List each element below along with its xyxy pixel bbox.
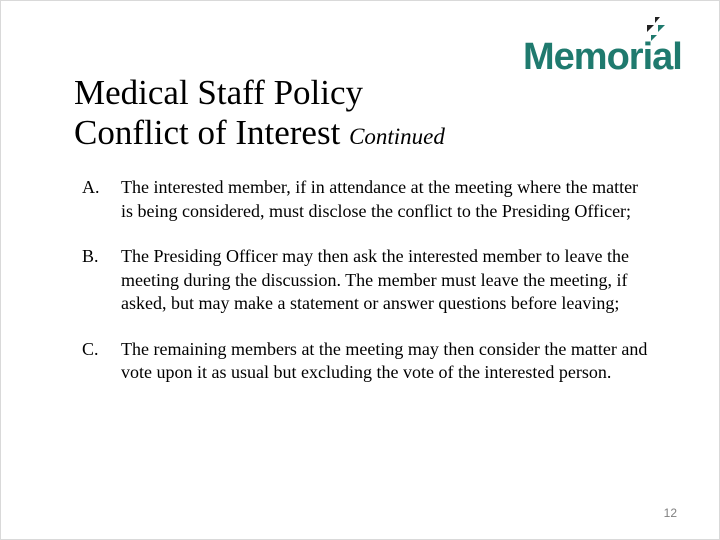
item-text: The Presiding Officer may then ask the interested member to leave the meeting during the discussion. The member must leave the meeting, if asked, but may make a statement or answer questions before leaving;	[121, 246, 629, 313]
policy-item-c	[82, 338, 652, 385]
item-text: The interested member, if in attendance at the meeting where the matter is being considered, must disclose the conflict to the Presiding Officer;	[121, 177, 639, 221]
item-letter: C.	[82, 338, 99, 359]
policy-list	[82, 176, 652, 385]
item-letter: A.	[82, 177, 100, 197]
logo-text: Memorial	[523, 36, 682, 78]
title-line-2	[74, 113, 445, 157]
policy-item-a	[82, 176, 652, 223]
slide-title	[74, 73, 445, 157]
item-text: The remaining members at the meeting may then consider the matter and vote upon it as usual but excluding the vote of the interested person.	[121, 338, 648, 382]
memorial-star-icon	[641, 17, 671, 45]
title-line-1: Medical Staff Policy	[74, 73, 364, 112]
page-number: 12	[663, 506, 677, 520]
title-main: Conflict of Interest	[74, 113, 341, 152]
item-letter: B.	[82, 246, 99, 266]
memorial-logo	[523, 17, 691, 77]
policy-item-b	[82, 245, 652, 316]
title-continued: Continued	[349, 124, 445, 149]
